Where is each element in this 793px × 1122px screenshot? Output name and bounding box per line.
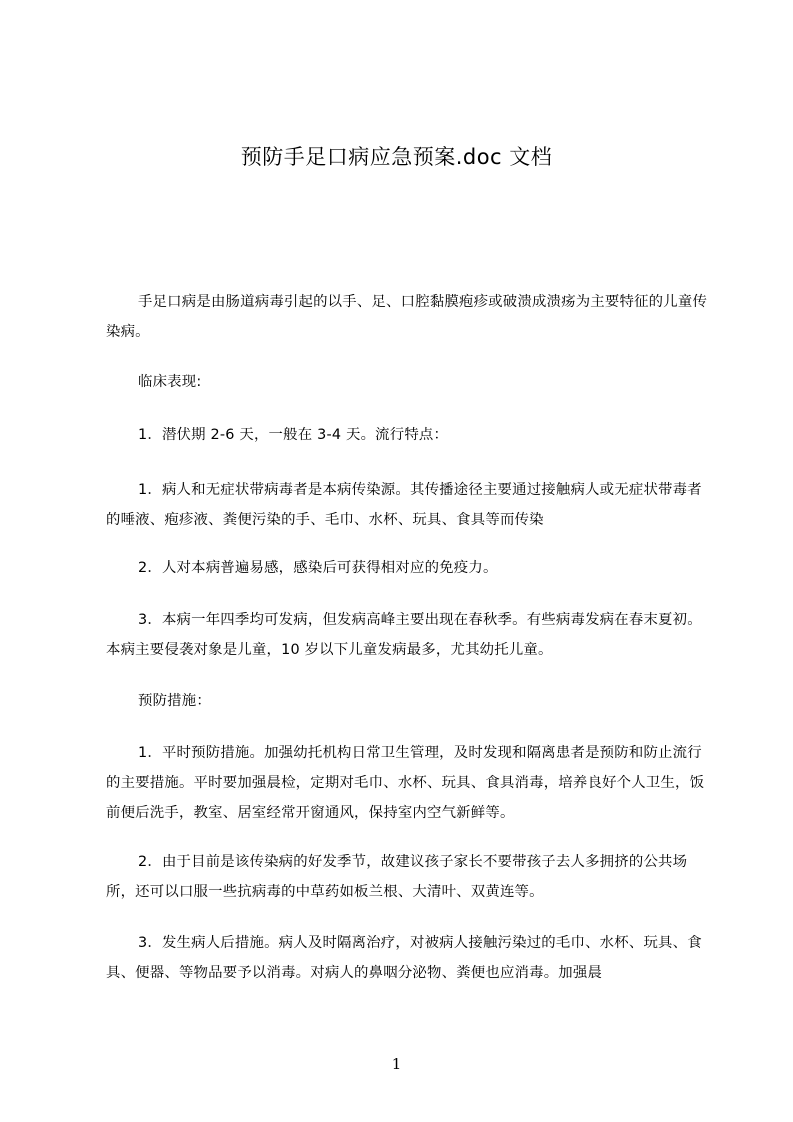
paragraph-susceptibility: 2．人对本病普遍易感，感染后可获得相对应的免疫力。	[138, 560, 498, 576]
paragraph-routine-prevention: 1．平时预防措施。加强幼托机构日常卫生管理，及时发现和隔离患者是预防和防止流行的主要措施。平时要加强晨检，定期对毛巾、水杯、玩具、食具消毒，培养良好个人卫生，饭前便后洗手，教室、居室经常开窗通风，保持室内空气新鲜等。	[106, 745, 705, 821]
paragraph-intro: 手足口病是由肠道病毒引起的以手、足、口腔黏膜疱疹或破溃成溃疡为主要特征的儿童传染病。	[106, 294, 708, 340]
paragraph-season-advice: 2．由于目前是该传染病的好发季节，故建议孩子家长不要带孩子去人多拥挤的公共场所，还可以口服一些抗病毒的中草药如板兰根、大清叶、双黄连等。	[106, 854, 688, 900]
page-number: 1	[391, 1055, 402, 1073]
heading-clinical: 临床表现:	[138, 374, 202, 390]
document-title: 预防手足口病应急预案.doc 文档	[240, 145, 553, 169]
heading-prevention: 预防措施：	[138, 693, 211, 709]
paragraph-case-measures: 3．发生病人后措施。病人及时隔离治疗，对被病人接触污染过的毛巾、水杯、玩具、食具、便器、等物品要予以消毒。对病人的鼻咽分泌物、粪便也应消毒。加强晨	[106, 935, 702, 981]
paragraph-source: 1．病人和无症状带病毒者是本病传染源。其传播途径主要通过接触病人或无症状带毒者的唾液、疱疹液、粪便污染的手、毛巾、水杯、玩具、食具等而传染	[106, 482, 702, 528]
paragraph-incubation: 1．潜伏期 2-6 天，一般在 3-4 天。流行特点：	[138, 427, 449, 443]
paragraph-seasonality: 3．本病一年四季均可发病，但发病高峰主要出现在春秋季。有些病毒发病在春末夏初。本病主要侵袭对象是儿童，10 岁以下儿童发病最多，尤其幼托儿童。	[106, 612, 702, 658]
